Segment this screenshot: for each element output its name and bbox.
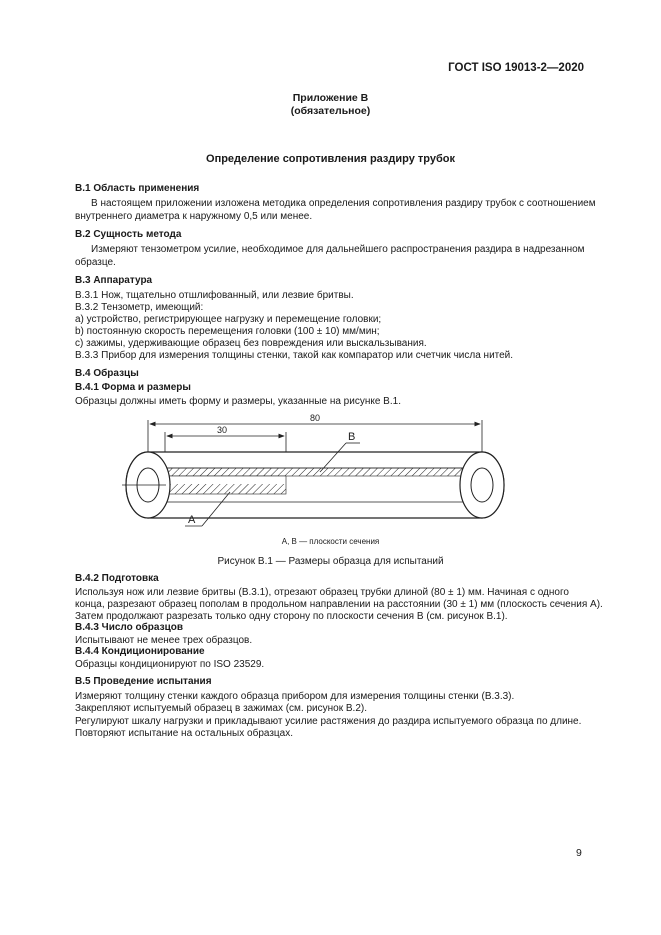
annex-title: Приложение В bbox=[292, 92, 369, 104]
annex-heading: Определение сопротивления раздиру трубок bbox=[206, 153, 455, 165]
section-b5-line3: Регулируют шкалу нагрузки и прикладывают усилие растяжения до раздира испытуемого образца по длине. bbox=[75, 716, 582, 727]
section-b44-title: В.4.4 Кондиционирование bbox=[75, 646, 205, 657]
figure-legend: А, В — плоскости сечения bbox=[281, 537, 380, 546]
section-b43-title: В.4.3 Число образцов bbox=[75, 622, 183, 633]
figure-caption: Рисунок В.1 — Размеры образца для испытаний bbox=[217, 556, 444, 567]
section-b3-line4: b) постоянную скорость перемещения головки (100 ± 10) мм/мин; bbox=[75, 326, 380, 337]
dimension-partial-label: 30 bbox=[216, 425, 228, 435]
section-b5-line1: Измеряют толщину стенки каждого образца прибором для измерения толщины стенки (В.3.3). bbox=[75, 691, 515, 702]
section-a-hatching bbox=[165, 484, 286, 494]
section-b3-line6: В.3.3 Прибор для измерения толщины стенки, такой как компаратор или счетчик числа нитей. bbox=[75, 350, 514, 361]
page-number: 9 bbox=[576, 847, 582, 859]
cut-wall-hatching bbox=[165, 468, 482, 476]
section-b43-line1: Испытывают не менее трех образцов. bbox=[75, 635, 253, 646]
section-b2-title: В.2 Сущность метода bbox=[75, 229, 182, 240]
section-b41-title: В.4.1 Форма и размеры bbox=[75, 382, 191, 393]
section-b1-line1: В настоящем приложении изложена методика определения сопротивления раздиру трубок с соотношением bbox=[91, 198, 596, 209]
tube-right-bore bbox=[471, 468, 493, 502]
section-b5-line4: Повторяют испытание на остальных образцах. bbox=[75, 728, 293, 739]
section-b42-line3: Затем продолжают разрезать только одну сторону по плоскости сечения В (см. рисунок В.1). bbox=[75, 611, 508, 622]
section-b5-title: В.5 Проведение испытания bbox=[75, 676, 212, 687]
section-b42-title: В.4.2 Подготовка bbox=[75, 573, 159, 584]
section-b1-line2: внутреннего диаметра к наружному 0,5 или менее. bbox=[75, 211, 313, 222]
section-b5-line2: Закрепляют испытуемый образец в зажимах (см. рисунок В.2). bbox=[75, 703, 367, 714]
section-b-label: B bbox=[348, 431, 356, 443]
section-b3-line2: В.3.2 Тензометр, имеющий: bbox=[75, 302, 204, 313]
section-b2-line1: Измеряют тензометром усилие, необходимое для дальнейшего распространения раздира в надрезанном bbox=[91, 244, 585, 255]
section-b41-line1: Образцы должны иметь форму и размеры, указанные на рисунке В.1. bbox=[75, 396, 401, 407]
dimension-total-label: 80 bbox=[309, 413, 321, 423]
section-b44-line1: Образцы кондиционируют по ISO 23529. bbox=[75, 659, 265, 670]
section-b3-line5: c) зажимы, удерживающие образец без повреждения или выскальзывания. bbox=[75, 338, 427, 349]
section-b42-line2: конца, разрезают образец пополам в продольном направлении на расстоянии (30 ± 1) мм (плоскость сечения А). bbox=[75, 599, 603, 610]
section-b3-line3: а) устройство, регистрирующее нагрузку и перемещение головки; bbox=[75, 314, 382, 325]
section-a-label: A bbox=[188, 514, 196, 526]
figure-b1-drawing bbox=[110, 410, 530, 550]
section-b1-title: В.1 Область применения bbox=[75, 183, 200, 194]
document-number: ГОСТ ISO 19013-2—2020 bbox=[448, 62, 584, 74]
section-b4-title: В.4 Образцы bbox=[75, 368, 139, 379]
section-b42-line1: Используя нож или лезвие бритвы (В.3.1), отрезают образец трубки длиной (80 ± 1) мм. Начиная с одного bbox=[75, 587, 569, 598]
section-b2-line2: образце. bbox=[75, 257, 116, 268]
section-b3-line1: В.3.1 Нож, тщательно отшлифованный, или лезвие бритвы. bbox=[75, 290, 354, 301]
annex-status: (обязательное) bbox=[290, 105, 371, 117]
section-b3-title: В.3 Аппаратура bbox=[75, 275, 153, 286]
